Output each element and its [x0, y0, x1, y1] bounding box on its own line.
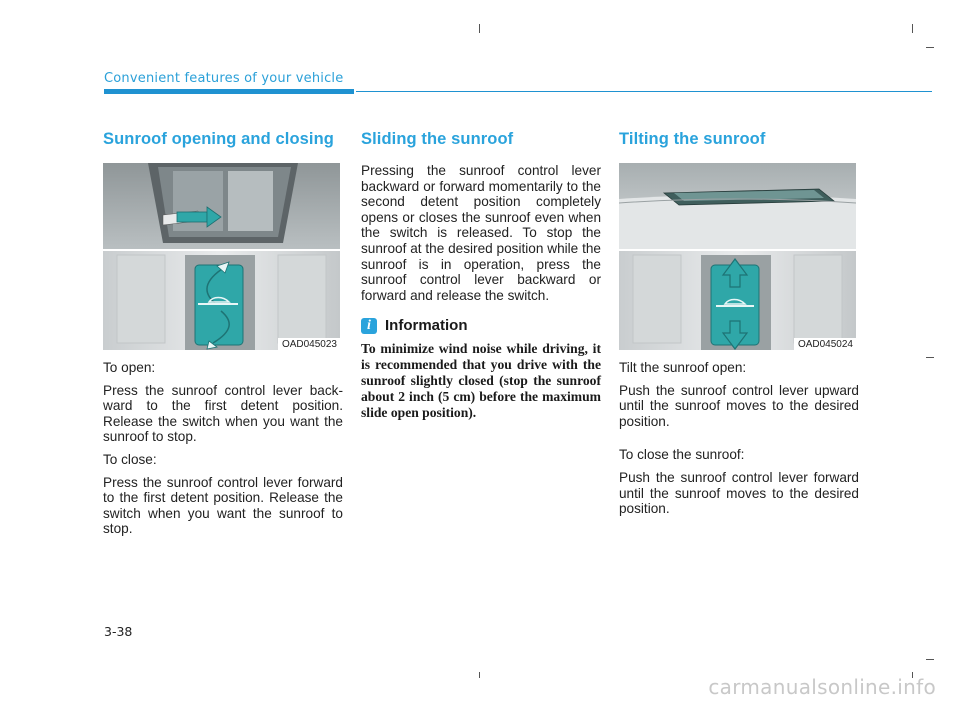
information-title: Information: [385, 317, 468, 335]
heading-sunroof-opening-closing: Sunroof opening and closing: [103, 130, 334, 148]
column-right: [619, 130, 859, 524]
section-header-rule: [356, 91, 932, 92]
page-number: 3-38: [104, 624, 133, 639]
sunroof-tilt-illustration: [619, 163, 856, 350]
paragraph: Pressing the sunroof control lever backward or forward momentarily to the second detent position completely opens or closes the sunroof even when the switch is released. To stop the sunroof at the desired position while the sunroof is in operation, press the sunroof control lever backward or forward and release the switch.: [361, 163, 601, 303]
paragraph: Press the sunroof control lever forward to the first detent position. Release the switch when you want the sunroof to stop.: [103, 474, 343, 537]
paragraph: To close the sunroof:: [619, 447, 745, 463]
crop-mark: [479, 672, 480, 678]
paragraph: To close:: [103, 451, 157, 467]
watermark: carmanualsonline.info: [708, 675, 936, 699]
section-header-bar: [104, 89, 354, 94]
paragraph: Push the sunroof control lever upward until the sunroof moves to the desired position.: [619, 382, 859, 429]
figure-sunroof-slide-lever: [103, 163, 340, 350]
sunroof-slide-illustration: [103, 163, 340, 350]
paragraph: Press the sunroof control lever back-ward to the first detent position. Release the switch when you want the sunroof to stop.: [103, 382, 343, 445]
info-icon: i: [361, 318, 377, 334]
figure-code: OAD045023: [278, 338, 340, 350]
paragraph: To open:: [103, 360, 156, 375]
heading-tilting-sunroof: Tilting the sunroof: [619, 130, 766, 148]
heading-sliding-sunroof: Sliding the sunroof: [361, 130, 514, 148]
paragraph: Tilt the sunroof open:: [619, 360, 747, 375]
section-header: Convenient features of your vehicle: [104, 71, 344, 86]
crop-mark: [926, 47, 934, 48]
crop-mark: [926, 659, 934, 660]
paragraph: Push the sunroof control lever forward until the sunroof moves to the desired position.: [619, 469, 859, 517]
information-text: To minimize wind noise while driving, it is recommended that you drive with the sunroof slightly closed (stop the sunroof about 2 inch (5 cm) before the maximum slide open position).: [361, 341, 601, 420]
figure-code: OAD045024: [794, 338, 856, 350]
figure-sunroof-tilt-lever: [619, 163, 856, 350]
crop-mark: [479, 24, 480, 33]
column-left: [103, 130, 343, 544]
column-middle: [361, 130, 601, 420]
crop-mark: [912, 24, 913, 33]
information-box-header: [361, 317, 601, 334]
crop-mark: [926, 357, 934, 358]
